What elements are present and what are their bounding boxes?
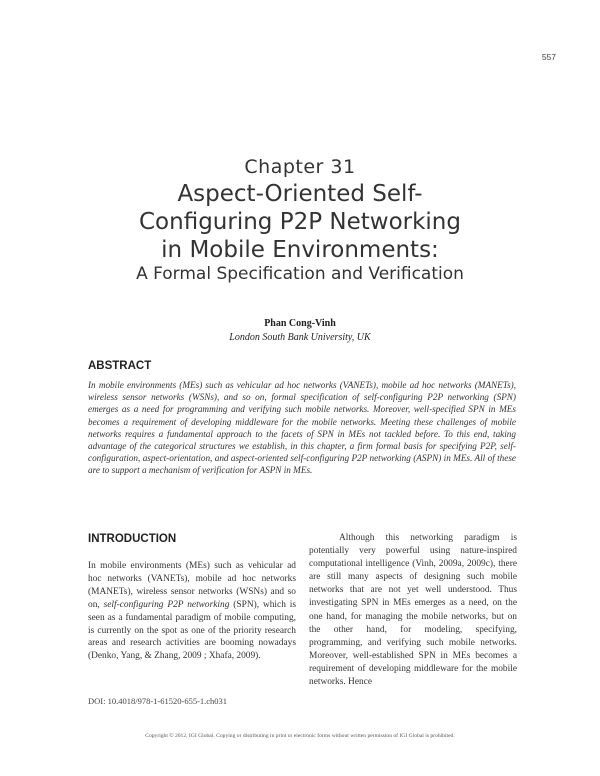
copyright-notice: Copyright © 2012, IGI Global. Copying or distributing in print or electronic forms without written permission of IGI Global is prohibited. (145, 733, 455, 739)
chapter-title (0, 180, 600, 264)
abstract-text: In mobile environments (MEs) such as vehicular ad hoc networks (VANETs), mobile ad hoc networks (MANETs), wireless sensor networks (WSNs), and so on, formal specification of self-configuring P2P networking (SPN) emerges as a need for programming and verifying such mobile networks. Moreover, well-specified SPN in MEs becomes a requirement of developing middleware for the mobile networks. Meeting these challenges of mobile networks requires a fundamental approach to the facets of SPN in MEs not tackled before. To this end, taking advantage of the categorical structures we establish, in this chapter, a firm formal basis for specifying P2P, self-configuration, aspect-orientation, and aspect-oriented self-configuring P2P networking (ASPN) in MEs. All of these are to support a mechanism of verification for ASPN in MEs. (88, 380, 516, 476)
chapter-label: Chapter 31 (244, 156, 356, 178)
title-line: Aspect-Oriented Self- (177, 181, 423, 207)
chapter-subtitle: A Formal Specification and Verification (136, 264, 464, 284)
intro-text-after: (SPN), which is seen as a fundamental paradigm of mobile computing, is currently on the spot as one of the priority research areas and research activities are booming nowadays (Denko, Yang, & Zhang, 2009 ; Xhafa, 2009). (88, 599, 297, 662)
introduction-heading: INTRODUCTION (88, 533, 177, 545)
doi-line: DOI: 10.4018/978-1-61520-655-1.ch031 (88, 696, 228, 706)
author-affiliation: London South Bank University, UK (229, 332, 371, 343)
title-line: Configuring P2P Networking (139, 209, 461, 235)
title-line: in Mobile Environments: (161, 237, 439, 263)
abstract-heading: ABSTRACT (88, 360, 152, 372)
introduction-right-column (309, 532, 517, 689)
page-number: 557 (541, 52, 556, 62)
author-name: Phan Cong-Vinh (264, 318, 336, 329)
introduction-paragraph-continued: Although this networking paradigm is potentially very powerful using nature-inspired computational intelligence (Vinh, 2009a, 2009c), there are still many aspects of designing such mobile networks that are not yet well understood. Thus investigating SPN in MEs emerges as a need, on the one hand, for managing the mobile networks, but on the other hand, for modeling, specifying, programming, and verifying such mobile networks. Moreover, well-established SPN in MEs becomes a requirement of developing middleware for the mobile networks. Hence (309, 533, 517, 688)
intro-text-emphasis: self-configuring P2P networking (103, 599, 230, 610)
introduction-paragraph (88, 560, 296, 663)
intro-text-before: In mobile environments (MEs) such as vehicular ad hoc networks (VANETs), mobile ad hoc networks (MANETs), wireless sensor networks (WSNs) and so on, (88, 561, 296, 610)
introduction-left-column (88, 560, 296, 663)
